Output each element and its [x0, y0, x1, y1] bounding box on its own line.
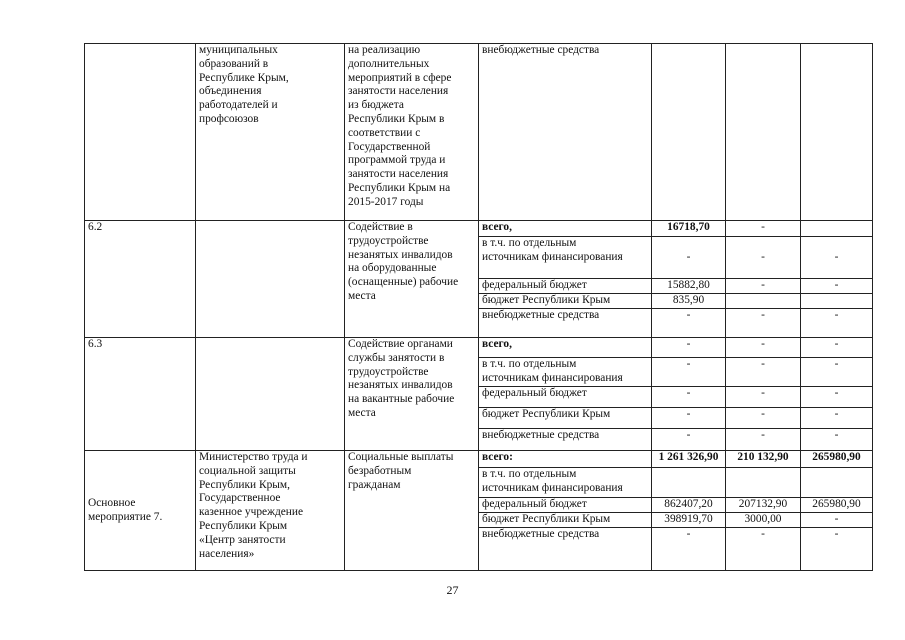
amount-cell-year3 — [801, 468, 873, 498]
amount-cell-year2 — [726, 294, 801, 309]
activity-description-cell: на реализацию дополнительных мероприятий в сфере занятости населения из бюджета Республики Крым в соответствии с Государственной программой труда и занятости населения Республики Крым на 2015-2017 годы — [345, 44, 479, 221]
amount-cell-year1: - — [652, 309, 726, 338]
amount-cell-year2: - — [726, 279, 801, 294]
funding-source-cell: бюджет Республики Крым — [479, 294, 652, 309]
amount-cell-year1 — [652, 468, 726, 498]
amount-cell-year1: 16718,70 — [652, 221, 726, 237]
executor-cell: Министерство труда и социальной защиты Республики Крым, Государственное казенное учреждение Республики Крым «Центр занятости населения» — [196, 451, 345, 571]
amount-cell-year2: - — [726, 338, 801, 358]
amount-cell-year3: - — [801, 513, 873, 528]
amount-cell-year2: - — [726, 387, 801, 408]
funding-source-cell: внебюджетные средства — [479, 528, 652, 571]
amount-cell-year1: - — [652, 429, 726, 451]
amount-cell-year2: - — [726, 221, 801, 237]
amount-cell-year3 — [801, 294, 873, 309]
amount-cell-year2: 207132,90 — [726, 498, 801, 513]
activity-number-cell — [85, 44, 196, 221]
executor-cell — [196, 338, 345, 451]
funding-source-cell: федеральный бюджет — [479, 387, 652, 408]
activity-description-cell: Содействие органами службы занятости в трудоустройстве незанятых инвалидов на вакантные рабочие места — [345, 338, 479, 451]
activity-description-cell: Содействие в трудоустройстве незанятых инвалидов на оборудованные (оснащенные) рабочие места — [345, 221, 479, 338]
funding-source-cell: в т.ч. по отдельным источникам финансирования — [479, 358, 652, 387]
page-number: 27 — [446, 583, 459, 597]
table-row — [85, 44, 873, 221]
funding-source-cell: в т.ч. по отдельным источникам финансирования — [479, 468, 652, 498]
amount-cell-year3: - — [801, 358, 873, 387]
funding-source-cell: федеральный бюджет — [479, 498, 652, 513]
amount-cell-year2: 210 132,90 — [726, 451, 801, 468]
amount-cell-year1: 398919,70 — [652, 513, 726, 528]
amount-cell-year3: - — [801, 279, 873, 294]
executor-cell — [196, 221, 345, 338]
amount-cell-year3: 265980,90 — [801, 498, 873, 513]
executor-cell: муниципальных образований в Республике Крым, объединения работодателей и профсоюзов — [196, 44, 345, 221]
funding-source-cell: всего: — [479, 451, 652, 468]
activity-number-cell: 6.3 — [85, 338, 196, 451]
funding-source-cell: бюджет Республики Крым — [479, 408, 652, 429]
amount-cell-year2: - — [726, 309, 801, 338]
amount-cell-year1: - — [652, 338, 726, 358]
amount-cell-year2 — [726, 468, 801, 498]
amount-cell-year2: - — [726, 408, 801, 429]
amount-cell-year3 — [801, 221, 873, 237]
amount-cell-year1 — [652, 44, 726, 221]
amount-cell-year1: 862407,20 — [652, 498, 726, 513]
funding-source-cell: федеральный бюджет — [479, 279, 652, 294]
funding-source-cell: всего, — [479, 338, 652, 358]
funding-source-cell: внебюджетные средства — [479, 44, 652, 221]
amount-cell-year2: - — [726, 429, 801, 451]
funding-source-cell: бюджет Республики Крым — [479, 513, 652, 528]
amount-cell-year3 — [801, 44, 873, 221]
amount-cell-year1: 15882,80 — [652, 279, 726, 294]
amount-cell-year2 — [726, 44, 801, 221]
amount-cell-year2: - — [726, 237, 801, 279]
table-row — [85, 221, 873, 237]
amount-cell-year3: - — [801, 429, 873, 451]
funding-source-cell: внебюджетные средства — [479, 429, 652, 451]
amount-cell-year1: - — [652, 237, 726, 279]
activity-number-cell: 6.2 — [85, 221, 196, 338]
amount-cell-year1: - — [652, 387, 726, 408]
amount-cell-year2: 3000,00 — [726, 513, 801, 528]
table-row — [85, 338, 873, 358]
amount-cell-year3: - — [801, 387, 873, 408]
amount-cell-year3: - — [801, 528, 873, 571]
amount-cell-year1: - — [652, 408, 726, 429]
amount-cell-year2: - — [726, 358, 801, 387]
amount-cell-year1: 1 261 326,90 — [652, 451, 726, 468]
funding-source-cell: внебюджетные средства — [479, 309, 652, 338]
amount-cell-year3: - — [801, 309, 873, 338]
amount-cell-year1: - — [652, 528, 726, 571]
amount-cell-year3: - — [801, 237, 873, 279]
table-row — [85, 451, 873, 468]
amount-cell-year1: 835,90 — [652, 294, 726, 309]
funding-source-cell: в т.ч. по отдельным источникам финансирования — [479, 237, 652, 279]
amount-cell-year1: - — [652, 358, 726, 387]
amount-cell-year3: 265980,90 — [801, 451, 873, 468]
amount-cell-year2: - — [726, 528, 801, 571]
amount-cell-year3: - — [801, 338, 873, 358]
activity-description-cell: Социальные выплаты безработным гражданам — [345, 451, 479, 571]
funding-source-cell: всего, — [479, 221, 652, 237]
program-funding-table — [84, 43, 873, 571]
activity-number-cell: Основное мероприятие 7. — [85, 451, 196, 571]
amount-cell-year3: - — [801, 408, 873, 429]
